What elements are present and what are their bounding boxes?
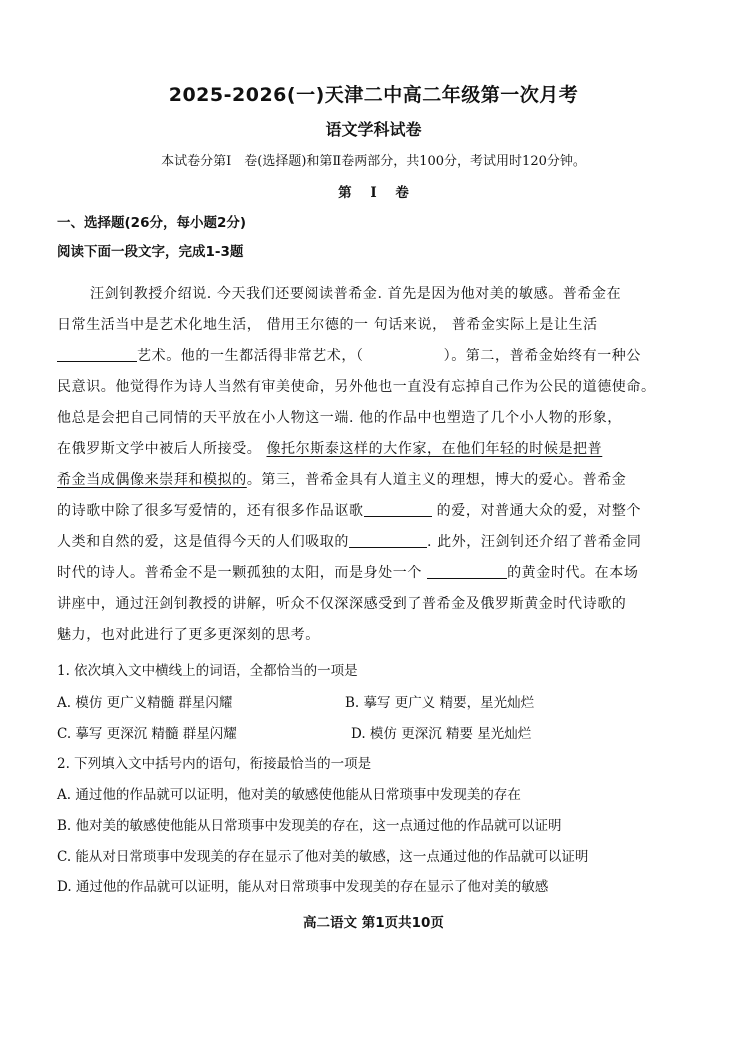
passage-line: 在俄罗斯文学中被后人所接受。 像托尔斯泰这样的大作家，在他们年轻的时候是把普	[57, 441, 603, 457]
question-stem: 1. 依次填入文中横线上的词语，全都恰当的一项是	[57, 663, 358, 679]
option-b: B. 摹写 更广义 精要，星光灿烂	[345, 695, 535, 711]
volume-label: 第 I 卷	[338, 185, 409, 201]
fill-blank	[57, 347, 137, 362]
passage-line: 人类和自然的爱，这是值得今天的人们吸取的 . 此外，汪剑钊还介绍了普希金同	[57, 534, 642, 550]
option-a: A. 模仿 更广义精髓 群星闪耀	[57, 695, 233, 711]
fill-blank	[364, 502, 432, 517]
exam-instructions: 本试卷分第I 卷(选择题)和第Ⅱ卷两部分，共100分，考试用时120分钟。	[161, 154, 586, 169]
underlined-sentence: 像托尔斯泰这样的大作家，在他们年轻的时候是把普	[266, 441, 603, 457]
option-a: A. 通过他的作品就可以证明，他对美的敏感使他能从日常琐事中发现美的存在	[57, 787, 521, 803]
passage-line: 时代的诗人。普希金不是一颗孤独的太阳，而是身处一个 的黄金时代。在本场	[57, 565, 639, 581]
option-c: C. 摹写 更深沉 精髓 群星闪耀	[57, 726, 237, 742]
page-footer: 高二语文 第1页共10页	[303, 915, 444, 931]
reading-instruction: 阅读下面一段文字，完成1-3题	[57, 244, 244, 260]
exam-title: 2025-2026(一)天津二中高二年级第一次月考	[168, 84, 579, 106]
exam-subtitle: 语文学科试卷	[325, 120, 422, 139]
passage-line: 民意识。他觉得作为诗人当然有审美使命，另外他也一直没有忘掉自己作为公民的道德使命。	[57, 379, 656, 395]
option-b: B. 他对美的敏感使他能从日常琐事中发现美的存在，这一点通过他的作品就可以证明	[57, 818, 562, 834]
passage-line: 讲座中，通过汪剑钊教授的讲解，听众不仅深深感受到了普希金及俄罗斯黄金时代诗歌的	[57, 596, 627, 612]
fill-blank	[427, 564, 507, 579]
passage-line: 艺术。他的一生都活得非常艺术，（ ）。第二，普希金始终有一种公	[57, 345, 641, 365]
underlined-sentence: 希金当成偶像来崇拜和模拟的	[57, 472, 247, 488]
passage-line: 希金当成偶像来崇拜和模拟的。第三，普希金具有人道主义的理想，博大的爱心。普希金	[57, 472, 627, 488]
passage-line: 日常生活当中是艺术化地生活， 借用王尔德的一 句话来说， 普希金实际上是让生活	[57, 317, 598, 333]
fill-blank	[349, 533, 427, 548]
passage-line: 魅力，也对此进行了更多更深刻的思考。	[57, 627, 320, 643]
passage-line: 的诗歌中除了很多写爱情的，还有很多作品讴歌 的爱，对普通大众的爱，对整个	[57, 503, 642, 519]
option-d: D. 模仿 更深沉 精要 星光灿烂	[351, 726, 532, 742]
passage-line: 他总是会把自己同情的天平放在小人物这一端. 他的作品中也塑造了几个小人物的形象，	[57, 410, 622, 426]
question-stem: 2. 下列填入文中括号内的语句，衔接最恰当的一项是	[57, 756, 372, 772]
option-c: C. 能从对日常琐事中发现美的存在显示了他对美的敏感，这一点通过他的作品就可以证明	[57, 849, 589, 865]
section-heading: 一、选择题(26分，每小题2分)	[57, 215, 247, 231]
passage-line: 汪剑钊教授介绍说. 今天我们还要阅读普希金. 首先是因为他对美的敏感。普希金在	[90, 286, 622, 302]
option-d: D. 通过他的作品就可以证明，能从对日常琐事中发现美的存在显示了他对美的敏感	[57, 879, 549, 895]
